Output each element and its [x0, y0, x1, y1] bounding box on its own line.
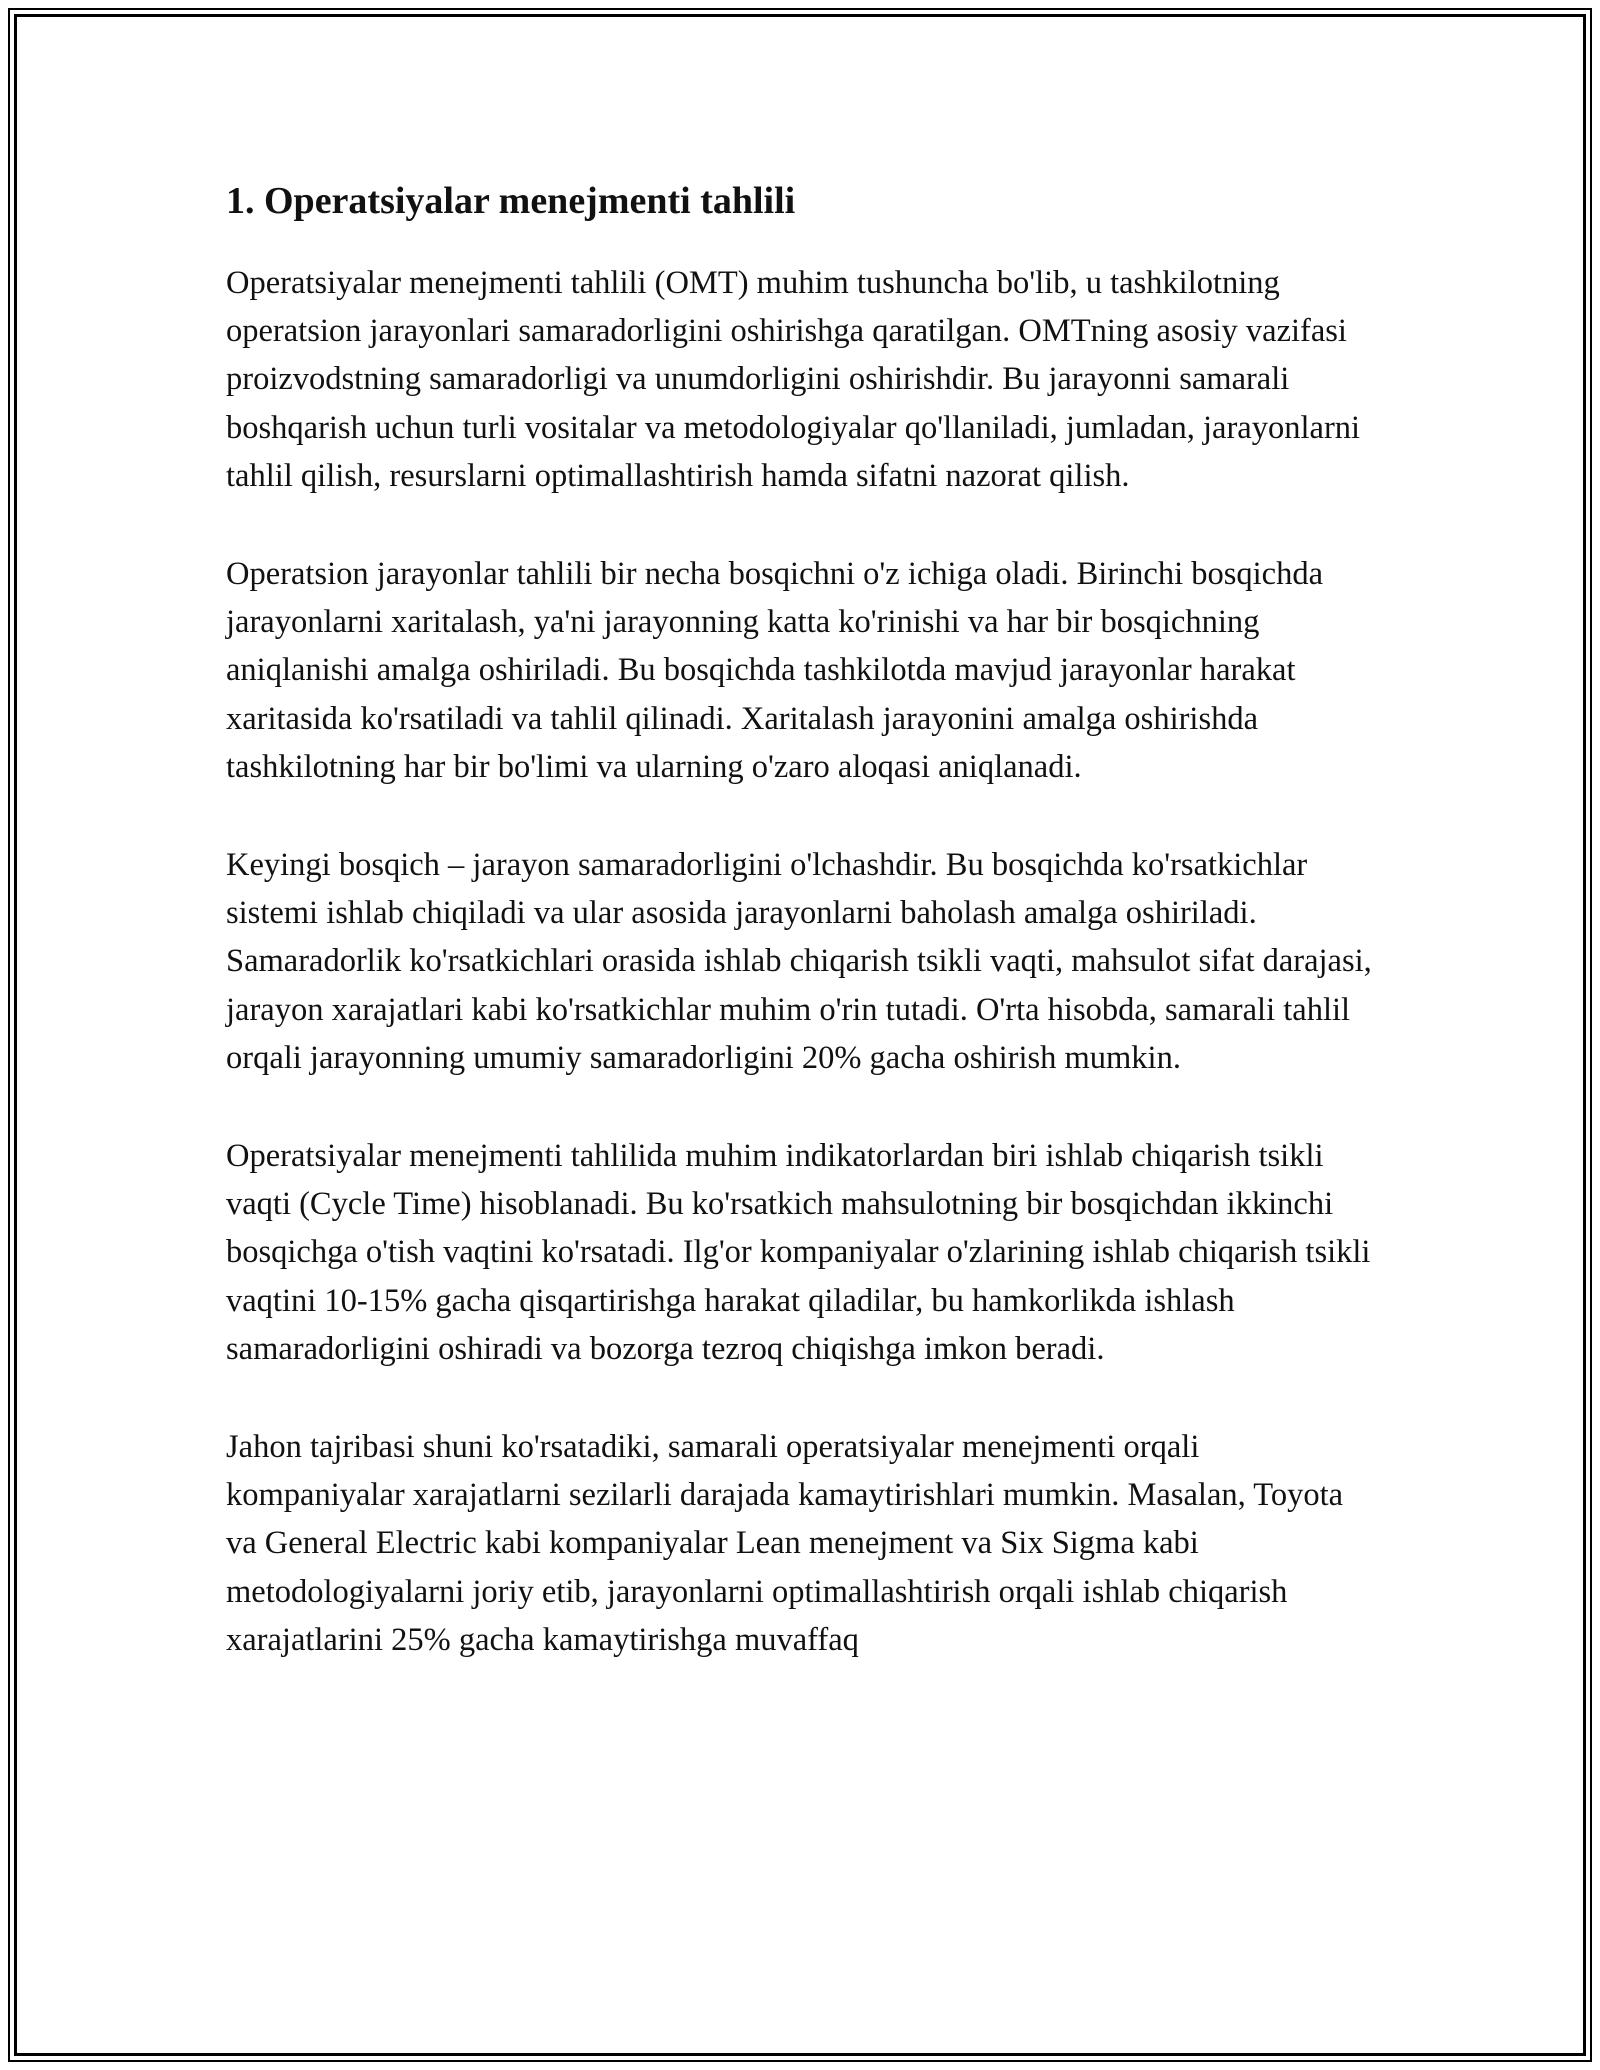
- document-body: [226, 178, 1376, 1665]
- paragraph-1: Operatsiyalar menejmenti tahlili (OMT) muhim tushuncha bo'lib, u tashkilotning operatsion jarayonlari samaradorligini oshirishga qaratilgan. OMTning asosiy vazifasi proizvodstning samaradorligi va unumdorligini oshirishdir. Bu jarayonni samarali boshqarish uchun turli vositalar va metodologiyalar qo'llaniladi, jumladan, jarayonlarni tahlil qilish, resurslarni optimallashtirish hamda sifatni nazorat qilish.: [226, 264, 1361, 495]
- paragraph-3: Keyingi bosqich – jarayon samaradorligini o'lchashdir. Bu bosqichda ko'rsatkichlar sistemi ishlab chiqiladi va ular asosida jarayonlarni baholash amalga oshiriladi. Samaradorlik ko'rsatkichlari orasida ishlab chiqarish tsikli vaqti, mahsulot sifat darajasi, jarayon xarajatlari kabi ko'rsatkichlar muhim o'rin tutadi. O'rta hisobda, samarali tahlil orqali jarayonning umumiy samaradorligini 20% gacha oshirish mumkin.: [226, 846, 1372, 1077]
- paragraph-4: Operatsiyalar menejmenti tahlilida muhim indikatorlardan biri ishlab chiqarish tsikli vaqti (Cycle Time) hisoblanadi. Bu ko'rsatkich mahsulotning bir bosqichdan ikkinchi bosqichga o'tish vaqtini ko'rsatadi. Ilg'or kompaniyalar o'zlarining ishlab chiqarish tsikli vaqtini 10-15% gacha qisqartirishga harakat qiladilar, bu hamkorlikda ishlash samaradorligini oshiradi va bozorga tezroq chiqishga imkon beradi.: [226, 1137, 1371, 1368]
- section-title: 1. Operatsiyalar menejmenti tahlili: [226, 180, 796, 222]
- paragraph-2: Operatsion jarayonlar tahlili bir necha bosqichni o'z ichiga oladi. Birinchi bosqichda jarayonlarni xaritalash, ya'ni jarayonning katta ko'rinishi va har bir bosqichning aniqlanishi amalga oshiriladi. Bu bosqichda tashkilotda mavjud jarayonlar harakat xaritasida ko'rsatiladi va tahlil qilinadi. Xaritalash jarayonini amalga oshirishda tashkilotning har bir bo'limi va ularning o'zaro aloqasi aniqlanadi.: [226, 555, 1324, 786]
- paragraph-5: Jahon tajribasi shuni ko'rsatadiki, samarali operatsiyalar menejmenti orqali kompaniyalar xarajatlarni sezilarli darajada kamaytirishlari mumkin. Masalan, Toyota va General Electric kabi kompaniyalar Lean menejment va Six Sigma kabi metodologiyalarni joriy etib, jarayonlarni optimallashtirish orqali ishlab chiqarish xarajatlarini 25% gacha kamaytirishga muvaffaq: [226, 1428, 1344, 1659]
